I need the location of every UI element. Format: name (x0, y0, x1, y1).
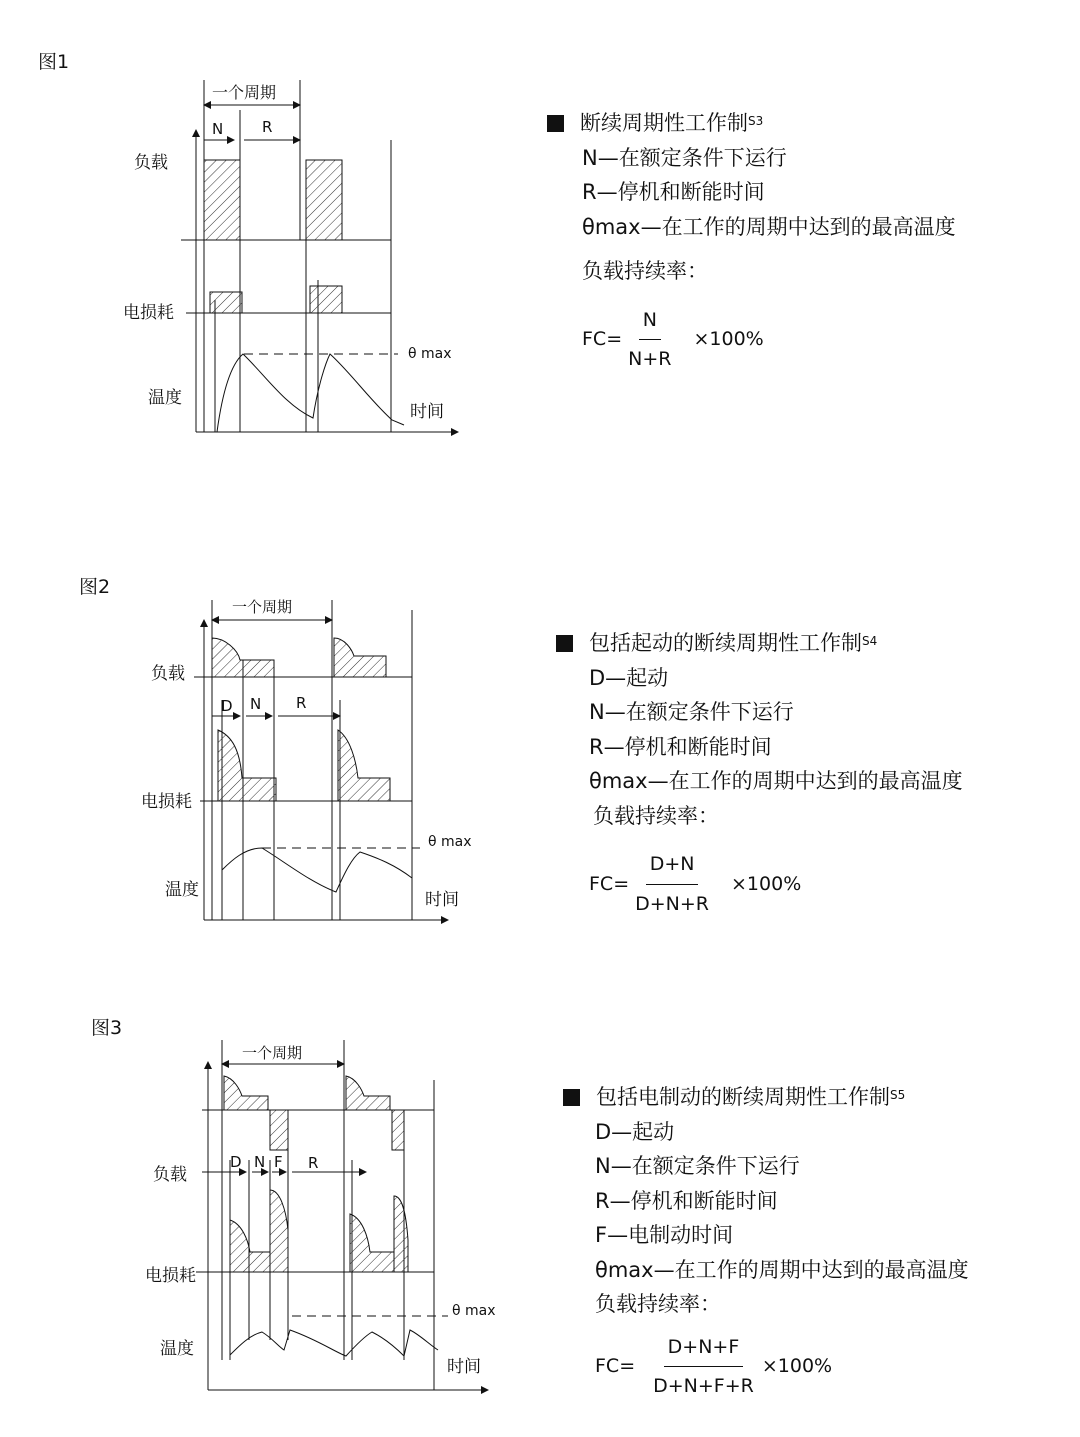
fig2-line-5: 负载持续率： (593, 803, 719, 828)
fig1-line-2: R—停机和断能时间 (582, 180, 765, 204)
svg-text:R: R (296, 694, 307, 712)
fig3-title-sub: S5 (890, 1088, 906, 1102)
figure-3-label: 图3 (91, 1017, 123, 1039)
fig1-temp-label: 温度 (148, 388, 182, 408)
svg-text:R: R (308, 1154, 319, 1172)
fig1-title: 断续周期性工作制 (580, 111, 748, 135)
fig3-line-5: θmax—在工作的周期中达到的最高温度 (595, 1257, 969, 1282)
svg-text:时间: 时间 (425, 890, 459, 910)
fig3-line-3: R—停机和断能时间 (595, 1188, 778, 1213)
fig1-denominator: N+R (628, 348, 672, 370)
svg-text:一个周期: 一个周期 (232, 598, 293, 616)
bullet-square-icon (547, 115, 564, 132)
fig2-line-3: R—停机和断能时间 (589, 734, 772, 759)
fig2-line-4: θmax—在工作的周期中达到的最高温度 (589, 769, 963, 793)
fig1-load-label: 负载 (134, 153, 168, 173)
fig3-multiplier: ×100% (761, 1355, 833, 1378)
fig1-loss-block-1 (210, 292, 242, 313)
fig1-temp-curve (217, 354, 404, 432)
fig3-title: 包括电制动的断续周期性工作制 (596, 1085, 890, 1109)
svg-text:D: D (221, 697, 233, 715)
fig1-loss-block-2 (310, 286, 342, 313)
fig3-line-4: F—电制动时间 (595, 1223, 734, 1247)
figure-1-label: 图1 (38, 51, 70, 73)
fig1-time-label: 时间 (410, 402, 444, 422)
fig1-seg-n: N (212, 120, 224, 138)
fig2-line-2: N—在额定条件下运行 (589, 700, 794, 724)
fig2-title-sub: S4 (862, 634, 878, 648)
fig1-fc-label: FC= (582, 328, 623, 351)
fig1-fraction (628, 303, 671, 377)
svg-text:负载: 负载 (151, 664, 185, 684)
svg-text:负载: 负载 (153, 1165, 187, 1185)
fig2-numerator: D+N (646, 847, 699, 885)
svg-text:N: N (250, 695, 262, 713)
svg-text:N: N (254, 1153, 266, 1171)
fig1-theta-label: θ max (408, 346, 452, 362)
fig2-multiplier: ×100% (731, 872, 802, 895)
fig3-line-2: N—在额定条件下运行 (595, 1154, 800, 1178)
figure-3-description (563, 1080, 969, 1404)
fig1-load-block-1 (204, 160, 240, 240)
svg-text:D: D (230, 1153, 242, 1171)
fig1-seg-r: R (262, 118, 273, 136)
figure-2-label: 图2 (79, 576, 111, 598)
fig1-title-sub: S3 (748, 114, 764, 128)
fig1-line-4: 负载持续率： (582, 259, 708, 283)
fig2-line-1: D—起动 (589, 665, 669, 690)
fig2-fc-label: FC= (589, 872, 630, 895)
svg-text:θ max: θ max (428, 834, 472, 850)
fig2-title: 包括起动的断续周期性工作制 (589, 631, 862, 655)
svg-text:θ max: θ max (452, 1303, 496, 1319)
fig1-period-label: 一个周期 (212, 83, 277, 102)
figure-1-description (547, 106, 956, 377)
svg-text:温度: 温度 (165, 880, 199, 900)
fig3-formula (595, 1330, 969, 1404)
fig1-formula (582, 303, 956, 377)
fig1-title-row (547, 106, 956, 141)
fig3-fraction (653, 1330, 754, 1404)
fig1-load-block-2 (306, 160, 342, 240)
fig1-line-1: N—在额定条件下运行 (582, 145, 787, 170)
fig3-fc-label: FC= (595, 1355, 636, 1378)
fig3-denominator: D+N+F+R (653, 1375, 754, 1397)
svg-text:电损耗: 电损耗 (145, 1266, 196, 1286)
fig3-numerator: D+N+F (664, 1330, 744, 1368)
svg-text:温度: 温度 (160, 1339, 194, 1359)
svg-text:电损耗: 电损耗 (141, 792, 192, 812)
fig2-formula (589, 847, 963, 921)
fig1-multiplier: ×100% (693, 328, 764, 351)
fig1-numerator: N (639, 303, 661, 341)
bullet-square-icon (563, 1089, 580, 1106)
fig3-line-1: D—起动 (595, 1119, 675, 1144)
bullet-square-icon (556, 635, 573, 652)
figure-2-description (556, 626, 963, 921)
fig1-loss-label: 电损耗 (123, 303, 174, 323)
fig2-fraction (635, 847, 709, 921)
svg-text:一个周期: 一个周期 (242, 1044, 303, 1062)
fig1-line-3: θmax—在工作的周期中达到的最高温度 (582, 214, 956, 239)
svg-text:F: F (274, 1153, 283, 1171)
svg-text:时间: 时间 (447, 1357, 481, 1377)
fig3-line-6: 负载持续率： (595, 1292, 721, 1316)
fig2-denominator: D+N+R (635, 892, 710, 915)
